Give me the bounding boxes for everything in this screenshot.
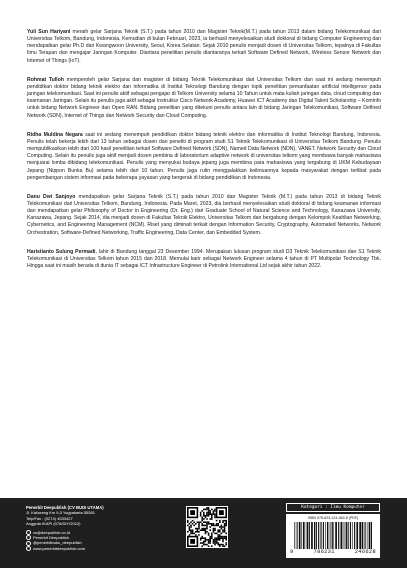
- isbn-text: ISBN 978-623-124-662-8 (PDF): [307, 516, 359, 520]
- publisher-email: cs@deepublish.co.id: [33, 529, 70, 535]
- author-bio-text: , lahir di Bandung tanggal 23 Desember 1994. Merupakan lulusan program studi D3 Teknik Telekomunikasi dan S1 Teknik Telekomunikasi di Universitas Telkom tahun 2015 dan 2018. Memulai karir sebagai Network Engineer selama 4 tahun di PT Multipolar Technology Tbk. Hingga saat ini masih berada di dunia IT sebagai ICT Infrastructure Engineer di Petrolink International Ltd sejak akhir tahun 2022.: [27, 248, 381, 270]
- author-bios: [27, 29, 381, 282]
- author-bio-text: saat ini sedang menempuh pendidikan doktor bidang teknik elektro dan informatika di Institut Teknologi Bandung, Indonesia. Penulis telah bekerja lebih dari 13 tahun sebagai dosen dan peneliti di program studi S1 Teknik Telekomunikasi di Universitas Telkom Bandung. Penulis mempublikasikan lebih dari 100 hasil penelitian terkait Software Defined Network (SDN), Named Data Network (NDN), VANET, Network Security dan Cloud Computing. Selain itu penulis juga aktif menjadi dosen pembina di laboratorium adaptive network di universitas telkom yang membawa banyak mahasiswa menjuarai lomba dibidang telekomunikasi. Penulis yang menyukai budaya jepang juga membina para mahasiswa yang tergabung di UKM Kebudayaan Jepang (Nippon Bunka Bu) selama lebih dari 10 tahun. Penulis juga rutin menggalakkan keilmuannya kepada masyarakat dengan terlibat pada pengembangan sistem informasi pada beberapa yayasan yang bergerak di bidang pendidikan di Indonesia.: [27, 131, 382, 181]
- website-row[interactable]: [26, 546, 176, 551]
- author-bio-text: memperoleh gelar Sarjana dan magister di bidang Teknik Telekomunikasi dari Universitas Telkom dan saat ini sedang menempuh pendidikan doktor bidang teknik elektro dan informatika di Institut Teknologi Bandung dengan topik penelitian pemanfaatan artificial intelligence pada jaringan telekomunikasi. Saat ini penulis aktif sebagai pengajar di Telkom University selama 10 Tahun untuk mata kuliah jaringan data, cloud computing dan keamanan Jaringan. Selain itu penulis juga aktif sebagai Instruktur Cisco Network Academy, Huawei ICT Academy dan Digital Talent Scholarship – Kominfo untuk bidang Network Engineer dan Open RAN. Bidang penelitian yang ditekuni penulis antara lain di bidang Jaringan Telekomunikasi, Software Defined Network (SDN), Internet of Things dan Network Security dan Cloud Computing.: [27, 76, 381, 119]
- publisher-info: [26, 505, 176, 551]
- author-name: Danu Dwi Sanjoyo: [27, 193, 76, 200]
- publisher-footer: [0, 498, 407, 568]
- author-bio: [27, 249, 381, 270]
- author-name: Ridha Muldina Negara: [27, 131, 83, 138]
- author-name: Haristianto Sulung Permadi: [27, 248, 96, 255]
- barcode-digit-lead: 9: [290, 549, 294, 555]
- category-label: Kategori : Ilmu Komputer: [286, 503, 380, 512]
- publisher-name: Penerbit Deepublish (CV BUDI UTAMA): [26, 505, 104, 510]
- author-bio-text: mendapatkan gelar Sarjana Teknik (S.T.) pada tahun 2010 dan Magister Teknik (M.T.) pada tahun 2013 di bidang Teknik Telekomunikasi dari Universitas Telkom, Bandung, Indonesia. Pada Maret, 2023, dia berhasil menyelesaikan studi doktoral di bidang keamanan informasi dan mendapatkan gelar Philosophy of Doctor in Engineering (Dr. Eng.) dari Graduate School of Natural Science and Technology, Kanazawa University, Kanazawa, Jepang. Sejak 2014, dia menjadi dosen di Fakultas Teknik Elektro, Universitas Telkom dan bergabung dengan Kelompok Keahlian Networking, Cybernetics, and Engineering Management (NCM). Riset yang diminati terkait dengan Information Security, Cryptography, Automated Networks, Network Orchestration, Software-Defined Networking, Traffic Engineering, Data Center, dan Embedded System.: [27, 193, 381, 236]
- publisher-instagram: @penerbitbuku_deepublish: [33, 540, 82, 546]
- author-bio: [27, 29, 381, 65]
- barcode-graphic: [294, 522, 372, 549]
- author-bio: [27, 77, 381, 120]
- qr-code[interactable]: [186, 506, 228, 548]
- author-bio: [27, 194, 381, 237]
- publisher-facebook: Penerbit Deepublish: [33, 535, 70, 541]
- barcode-digit-left: 786231: [313, 549, 335, 555]
- publisher-website: www.penerbitdeepublish.com: [33, 545, 86, 551]
- barcode-digit-right: 246628: [354, 549, 376, 555]
- qr-code-graphic: [187, 507, 227, 547]
- barcode-number: [286, 549, 380, 555]
- instagram-icon: [26, 541, 31, 546]
- publisher-address: Jl. Kaliurang Km 9,3 Yogyakarta 55581: [26, 510, 95, 516]
- barcode-panel: [286, 514, 380, 558]
- publisher-member: Anggota IKAPI (076/DIY/2012): [26, 521, 81, 527]
- author-name: Yuli Sun Hariyani: [27, 29, 71, 35]
- author-name: Rohmat Tulloh: [27, 76, 64, 83]
- author-bio-text: meraih gelar Sarjana Teknik (S.T.) pada tahun 2010 dan Magister Teknik(M.T.) pada tahun 2013 dalam bidang Telekomunikasi dari Universitas Telkom, Bandung, Indonesia. Kemudian di bulan Februari, 2023, ia berhasil menyelesaikan studi doktoral di bidang Computer Engineering dan mendapatkan gelar Ph.D dari Kwangwoon University, Seoul, Korea Selatan. Sejak 2010 penulis menjadi dosen di Universitas Telkom, tepatnya di Fakultas Ilmu Terapan dan mengajar Jaringan Komputer. Diantara penelitian penulis diantaranya terkait Software Defined Network, Wireless Sensor Network dan Internet of Things (IoT).: [27, 29, 381, 64]
- publisher-phone: Telp/Fax : (0274) 4533427: [26, 515, 73, 521]
- web-icon: [26, 546, 31, 551]
- author-bio: [27, 132, 381, 182]
- mail-icon: [26, 530, 31, 535]
